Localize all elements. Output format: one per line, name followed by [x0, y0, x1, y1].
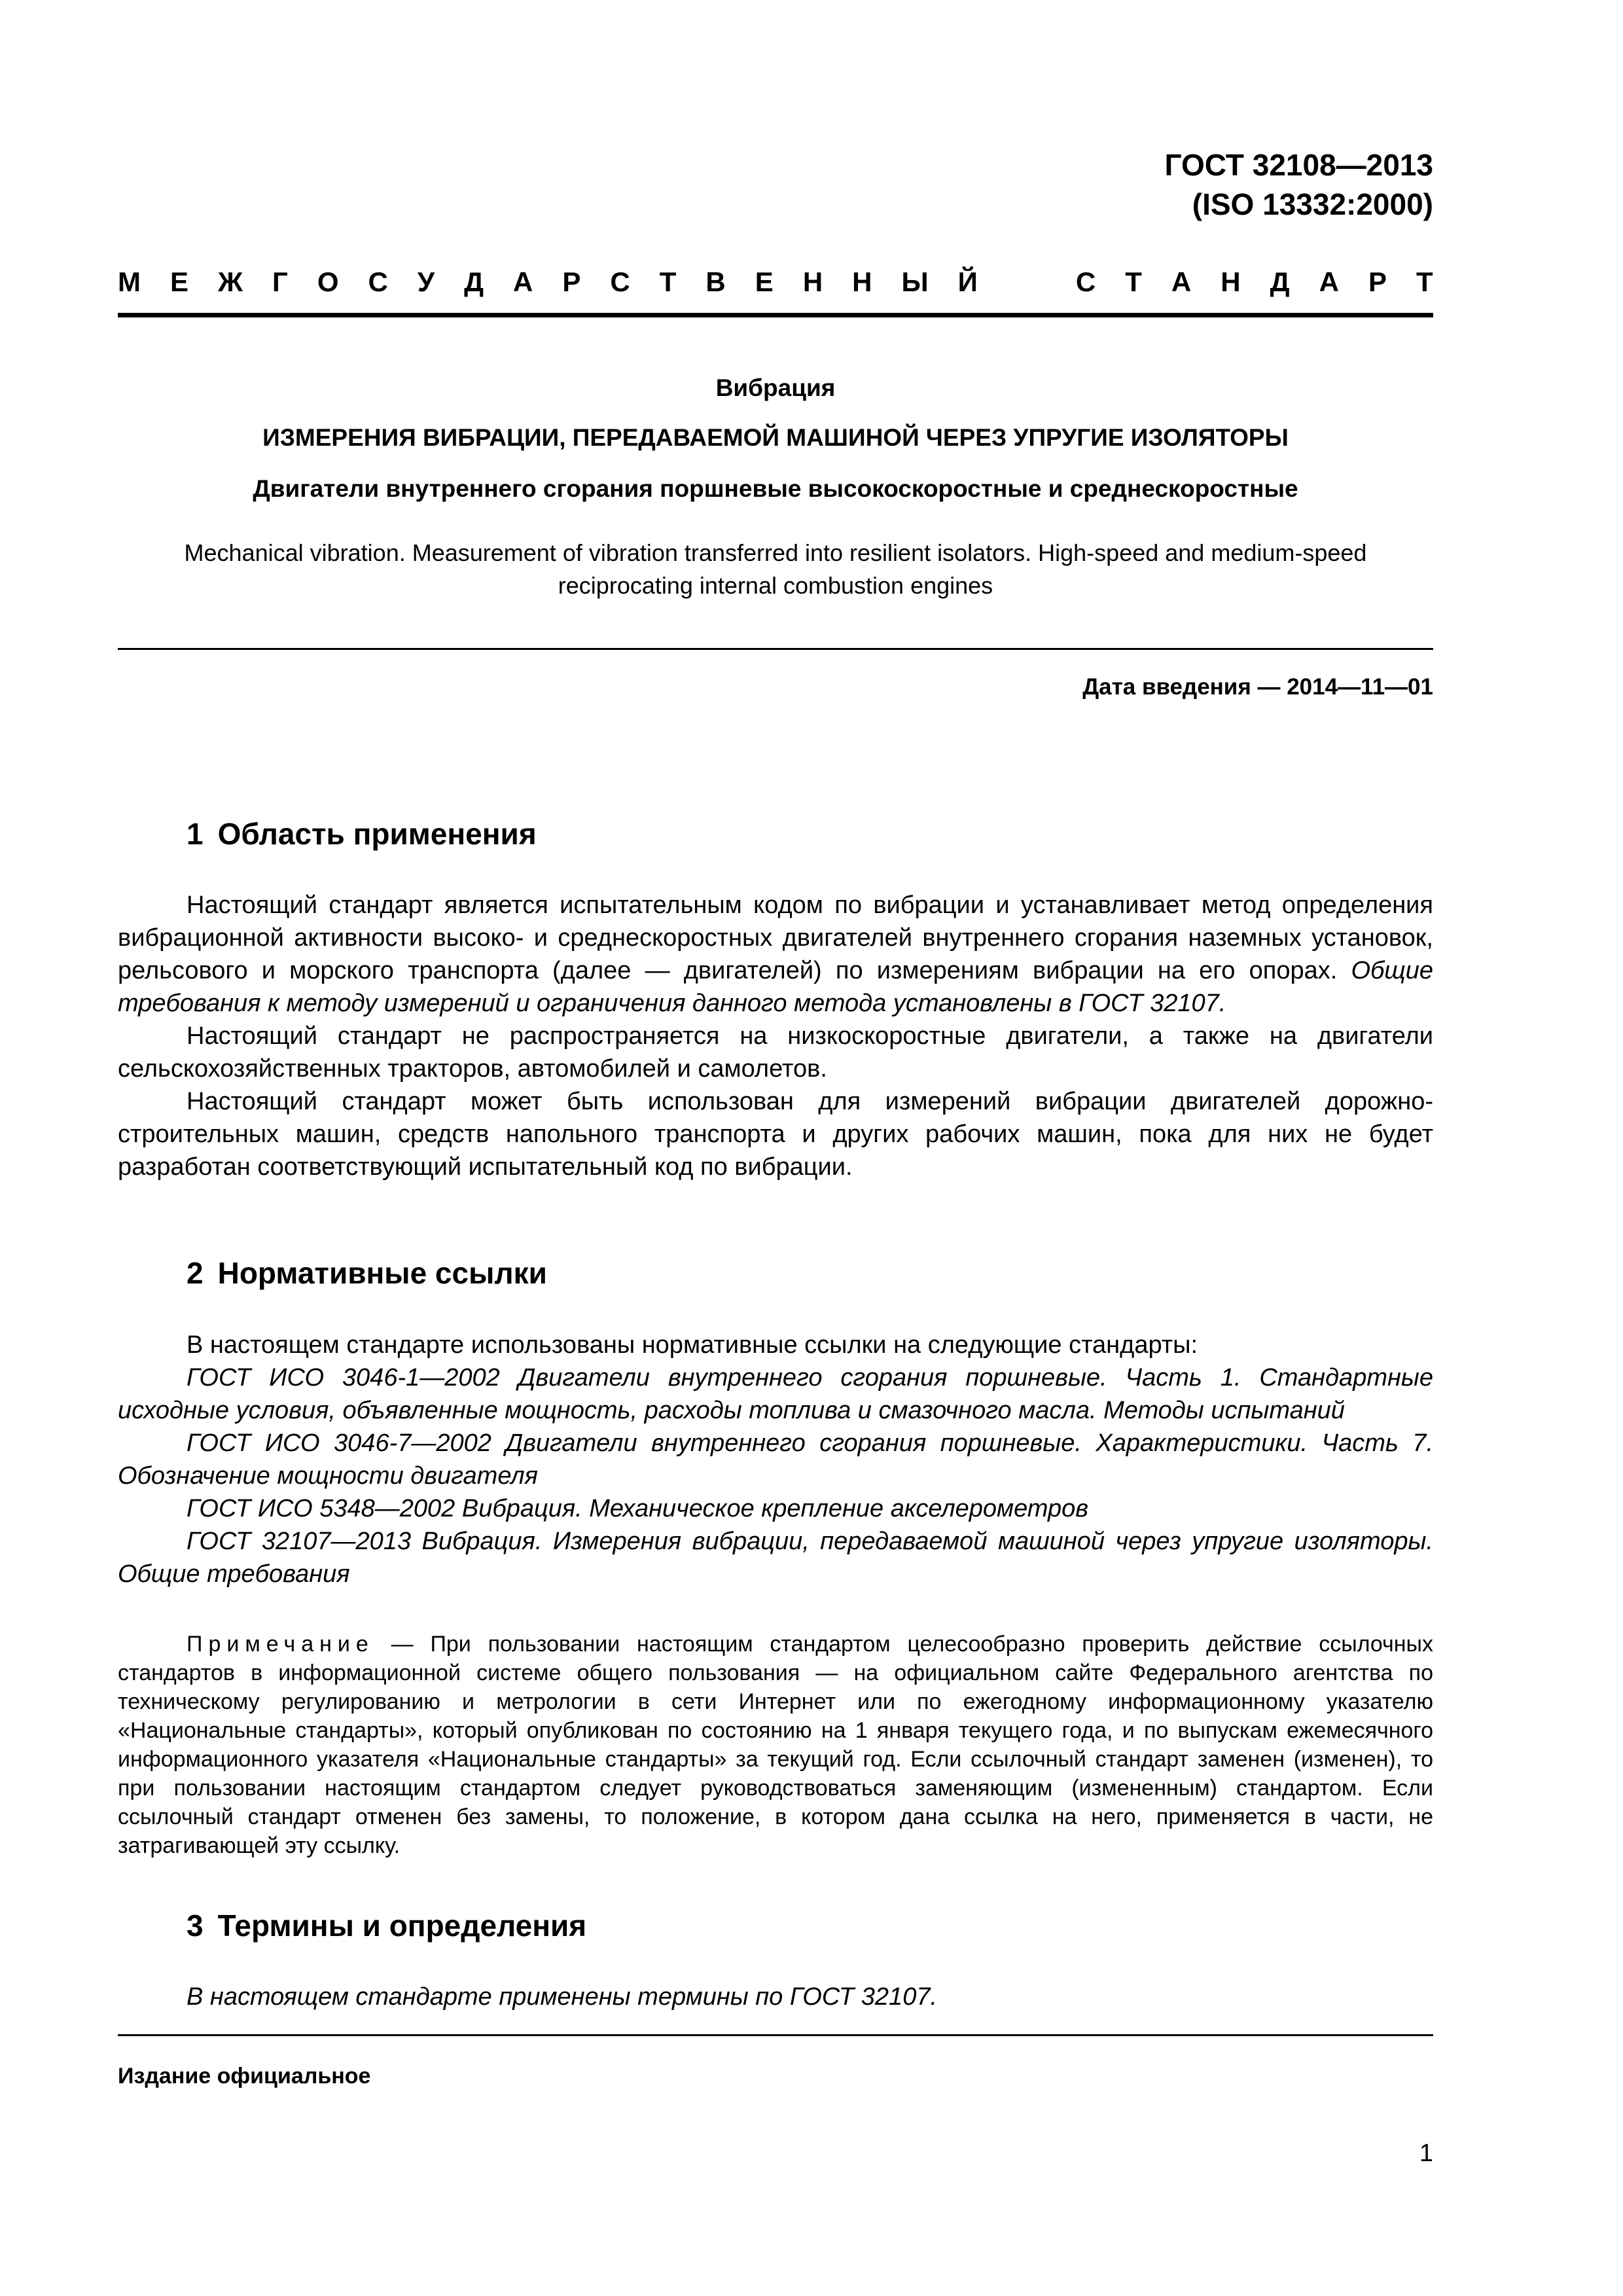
banner-letter: Ы: [901, 266, 929, 297]
section-3-heading: [187, 1907, 586, 1944]
banner-letter: Г: [272, 266, 288, 297]
banner-letter: Т: [1416, 266, 1433, 297]
official-edition-label: Издание официальное: [118, 2064, 371, 2089]
page-number: 1: [1419, 2140, 1433, 2167]
section-title: Область применения: [217, 817, 537, 851]
normative-reference: ГОСТ ИСО 3046-7—2002 Двигатели внутреннего сгорания поршневые. Характеристики. Часть 7. Обозначение мощности двигателя: [118, 1429, 1433, 1490]
banner-letter: С: [368, 266, 388, 297]
section-1-body: [118, 889, 1433, 1183]
section-1-heading: [187, 816, 537, 852]
section-2-heading: [187, 1255, 547, 1291]
title-english: Mechanical vibration. Measurement of vibration transferred into resilient isolators. High-speed and medium-speed reciprocating internal combustion engines: [184, 539, 1367, 599]
banner-letter: М: [118, 266, 141, 297]
banner-letter: Е: [170, 266, 189, 297]
banner-letter: Д: [1270, 266, 1290, 297]
banner-letter: Т: [1125, 266, 1142, 297]
paragraph: В настоящем стандарте использованы нормативные ссылки на следующие стандарты:: [187, 1331, 1198, 1359]
banner-letter: Е: [755, 266, 774, 297]
banner-letter: С: [610, 266, 630, 297]
header-divider: [118, 313, 1433, 317]
paragraph: Настоящий стандарт может быть использован для измерений вибрации двигателей дорожно-строительных машин, средств напольного транспорта и других рабочих машин, пока для них не будет разработан соответствующий испытательный код по вибрации.: [118, 1088, 1433, 1181]
paragraph: [118, 889, 1433, 1020]
note-text: — При пользовании настоящим стандартом целесообразно проверить действие ссылочных стандартов в информационной системе общего пользования — на официальном сайте Федерального агентства по техническому регулированию и метрологии в сети Интернет или по ежегодному информационному указателю «Национальные стандарты», который опубликован по состоянию на 1 января текущего года, и по выпускам ежемесячного информационного указателя «Национальные стандарты» за текущий год. Если ссылочный стандарт заменен (изменен), то при пользовании настоящим стандартом следует руководствоваться заменяющим (измененным) стандартом. Если ссылочный стандарт отменен без замены, то положение, в котором дана ссылка на него, применяется в части, не затрагивающей эту ссылку.: [118, 1632, 1433, 1858]
section-title: Термины и определения: [217, 1909, 587, 1943]
section-title: Нормативные ссылки: [217, 1256, 547, 1290]
normative-reference: ГОСТ ИСО 5348—2002 Вибрация. Механическое крепление акселерометров: [187, 1495, 1089, 1522]
banner-word-gap: [1007, 265, 1046, 299]
section-2-note: [118, 1630, 1433, 1860]
paragraph-italic-text: Общие требования к методу измерений и ограничения данного метода установлены в ГОСТ 32107.: [118, 957, 1433, 1017]
banner-letter: Н: [802, 266, 823, 297]
section-number: 2: [187, 1256, 204, 1290]
section-number: 3: [187, 1909, 204, 1943]
banner-letter: Н: [852, 266, 872, 297]
banner-letter: Н: [1221, 266, 1241, 297]
banner-letter: С: [1075, 266, 1096, 297]
normative-reference: ГОСТ 32107—2013 Вибрация. Измерения вибрации, передаваемой машиной через упругие изоляторы. Общие требования: [118, 1528, 1433, 1588]
iso-number: (ISO 13332:2000): [1192, 187, 1433, 221]
interstate-standard-banner: [118, 265, 1433, 299]
document-designation: [1165, 145, 1433, 224]
introduction-date: Дата введения — 2014—11—01: [1082, 674, 1433, 700]
section-3-body: [118, 1981, 1433, 2013]
section-number: 1: [187, 817, 204, 851]
banner-letter: О: [317, 266, 339, 297]
footer-divider: [118, 2034, 1433, 2036]
banner-letter: А: [1171, 266, 1192, 297]
banner-letter: А: [513, 266, 533, 297]
normative-reference: ГОСТ ИСО 3046-1—2002 Двигатели внутреннего сгорания поршневые. Часть 1. Стандартные исходные условия, объявленные мощность, расходы топлива и смазочного масла. Методы испытаний: [118, 1364, 1433, 1424]
paragraph: Настоящий стандарт не распространяется на низкоскоростные двигатели, а также на двигатели сельскохозяйственных тракторов, автомобилей и самолетов.: [118, 1022, 1433, 1083]
banner-letter: Т: [659, 266, 677, 297]
banner-letter: У: [417, 266, 435, 297]
banner-letter: Й: [957, 266, 978, 297]
paragraph: В настоящем стандарте применены термины по ГОСТ 32107.: [187, 1983, 938, 2011]
title-category: Вибрация: [715, 374, 836, 401]
banner-letter: Р: [562, 266, 581, 297]
banner-letter: Д: [464, 266, 484, 297]
title-divider: [118, 648, 1433, 650]
note-label: Примечание: [187, 1632, 374, 1657]
note-paragraph: [118, 1630, 1433, 1860]
banner-letter: Р: [1368, 266, 1387, 297]
section-2-body: [118, 1329, 1433, 1590]
title-subtitle: Двигатели внутреннего сгорания поршневые высокоскоростные и среднескоростные: [253, 475, 1298, 502]
banner-letter: А: [1319, 266, 1339, 297]
banner-letter: Ж: [218, 266, 243, 297]
banner-letter: В: [705, 266, 726, 297]
paragraph-text: Настоящий стандарт является испытательным кодом по вибрации и устанавливает метод определения вибрационной активности высоко- и среднескоростных двигателей внутреннего сгорания наземных установок, рельсового и морского транспорта (далее — двигателей) по измерениям вибрации на его опорах.: [118, 891, 1433, 984]
gost-number: ГОСТ 32108—2013: [1164, 148, 1433, 182]
title-main: ИЗМЕРЕНИЯ ВИБРАЦИИ, ПЕРЕДАВАЕМОЙ МАШИНОЙ ЧЕРЕЗ УПРУГИЕ ИЗОЛЯТОРЫ: [262, 424, 1289, 451]
